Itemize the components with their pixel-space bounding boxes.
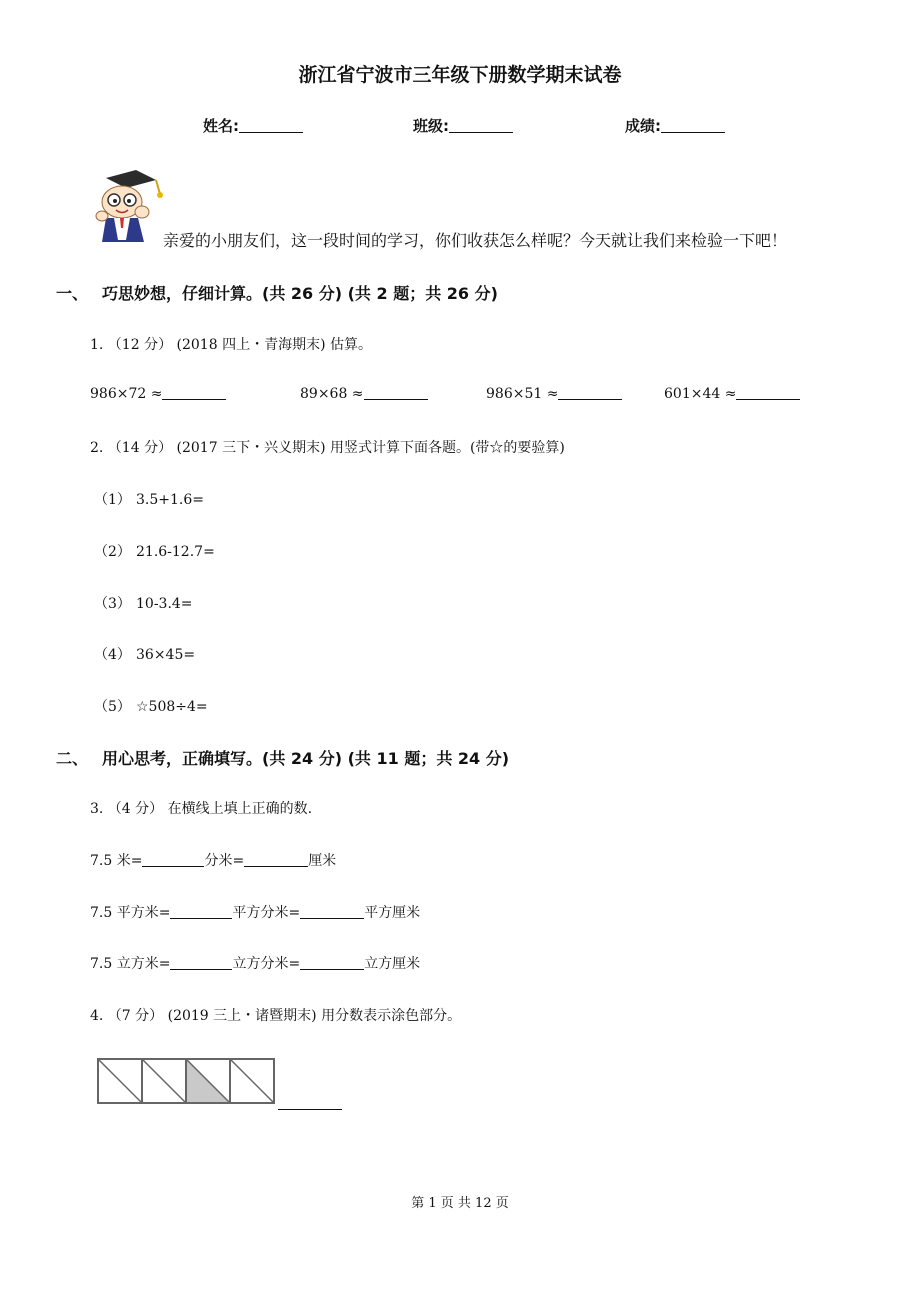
score-label: 成绩: bbox=[625, 117, 661, 135]
q1-item-3 bbox=[486, 385, 622, 402]
q3-row-1-blank-2[interactable] bbox=[244, 852, 308, 867]
q2-sub-4-label: （4） bbox=[94, 647, 131, 663]
q3-row-2-c: 平方厘米 bbox=[364, 905, 421, 921]
q3-row-3-c: 立方厘米 bbox=[364, 956, 421, 972]
q3-row-2-b: 平方分米= bbox=[232, 905, 301, 921]
q3-row-1 bbox=[90, 850, 336, 870]
q1-item-2 bbox=[300, 385, 428, 402]
q2-sub-1-label: （1） bbox=[94, 492, 131, 508]
q3-row-3-blank-2[interactable] bbox=[300, 955, 364, 970]
name-field bbox=[203, 115, 303, 136]
page-footer: 第 1 页 共 12 页 bbox=[411, 1196, 509, 1211]
q3-row-2 bbox=[90, 902, 420, 922]
q2-sub-1 bbox=[94, 489, 204, 509]
greeting-text: 亲爱的小朋友们，这一段时间的学习，你们收获怎么样呢？今天就让我们来检验一下吧！ bbox=[163, 231, 788, 250]
q3-row-1-b: 分米= bbox=[204, 853, 245, 869]
q1-item-2-expr: 89×68 ≈ bbox=[300, 386, 364, 402]
q1-item-2-blank[interactable] bbox=[364, 385, 428, 400]
q3-row-3-b: 立方分米= bbox=[232, 956, 301, 972]
q1-item-1-expr: 986×72 ≈ bbox=[90, 386, 163, 402]
class-label: 班级: bbox=[413, 117, 449, 135]
question-3-text: 3. （4 分） 在横线上填上正确的数. bbox=[90, 801, 313, 817]
q1-item-3-blank[interactable] bbox=[558, 385, 622, 400]
q1-item-1 bbox=[90, 385, 226, 402]
section-2-heading bbox=[56, 746, 509, 769]
section-1-title: 巧思妙想，仔细计算。(共 26 分) (共 2 题；共 26 分) bbox=[102, 284, 498, 303]
q3-row-2-blank-1[interactable] bbox=[170, 904, 232, 919]
q3-row-3-a: 7.5 立方米= bbox=[90, 956, 171, 972]
score-blank[interactable] bbox=[661, 118, 725, 133]
q3-row-1-c: 厘米 bbox=[308, 853, 337, 869]
q2-sub-3-expr: 10-3.4= bbox=[136, 596, 193, 612]
name-blank[interactable] bbox=[239, 118, 303, 133]
q1-item-4-blank[interactable] bbox=[736, 385, 800, 400]
mascot-doctor-icon bbox=[92, 168, 166, 244]
q2-sub-2-expr: 21.6-12.7= bbox=[136, 544, 215, 560]
q3-row-3-blank-1[interactable] bbox=[170, 955, 232, 970]
q3-row-1-blank-1[interactable] bbox=[142, 852, 204, 867]
class-field bbox=[413, 115, 513, 136]
q2-sub-4-expr: 36×45= bbox=[136, 647, 196, 663]
q4-answer-blank[interactable] bbox=[278, 1095, 342, 1110]
fraction-figure bbox=[96, 1057, 276, 1105]
q2-sub-4 bbox=[94, 644, 195, 664]
name-label: 姓名: bbox=[203, 117, 239, 135]
section-2-title: 用心思考，正确填写。(共 24 分) (共 11 题；共 24 分) bbox=[102, 749, 510, 768]
q3-row-2-a: 7.5 平方米= bbox=[90, 905, 171, 921]
q1-item-1-blank[interactable] bbox=[162, 385, 226, 400]
q2-sub-2 bbox=[94, 541, 215, 561]
question-1-text: 1. （12 分） (2018 四上・青海期末) 估算。 bbox=[90, 337, 372, 353]
q2-sub-5-label: （5） bbox=[94, 699, 131, 715]
q1-item-3-expr: 986×51 ≈ bbox=[486, 386, 559, 402]
q3-row-1-a: 7.5 米= bbox=[90, 853, 143, 869]
q2-sub-1-expr: 3.5+1.6= bbox=[136, 492, 204, 508]
page-title: 浙江省宁波市三年级下册数学期末试卷 bbox=[298, 64, 622, 86]
question-2-text: 2. （14 分） (2017 三下・兴义期末) 用竖式计算下面各题。(带☆的要验算) bbox=[90, 440, 565, 456]
score-field bbox=[625, 115, 725, 136]
question-4-text: 4. （7 分） (2019 三上・诸暨期末) 用分数表示涂色部分。 bbox=[90, 1008, 462, 1024]
q1-item-4 bbox=[664, 385, 800, 402]
q1-item-4-expr: 601×44 ≈ bbox=[664, 386, 737, 402]
q3-row-2-blank-2[interactable] bbox=[300, 904, 364, 919]
class-blank[interactable] bbox=[449, 118, 513, 133]
section-1-heading bbox=[56, 281, 498, 304]
q3-row-3 bbox=[90, 953, 420, 973]
q2-sub-5 bbox=[94, 696, 208, 716]
q2-sub-3-label: （3） bbox=[94, 596, 131, 612]
q2-sub-3 bbox=[94, 593, 193, 613]
q2-sub-2-label: （2） bbox=[94, 544, 131, 560]
section-1-number: 一、 bbox=[56, 284, 89, 303]
q2-sub-5-expr: ☆508÷4= bbox=[136, 699, 208, 715]
section-2-number: 二、 bbox=[56, 749, 89, 768]
